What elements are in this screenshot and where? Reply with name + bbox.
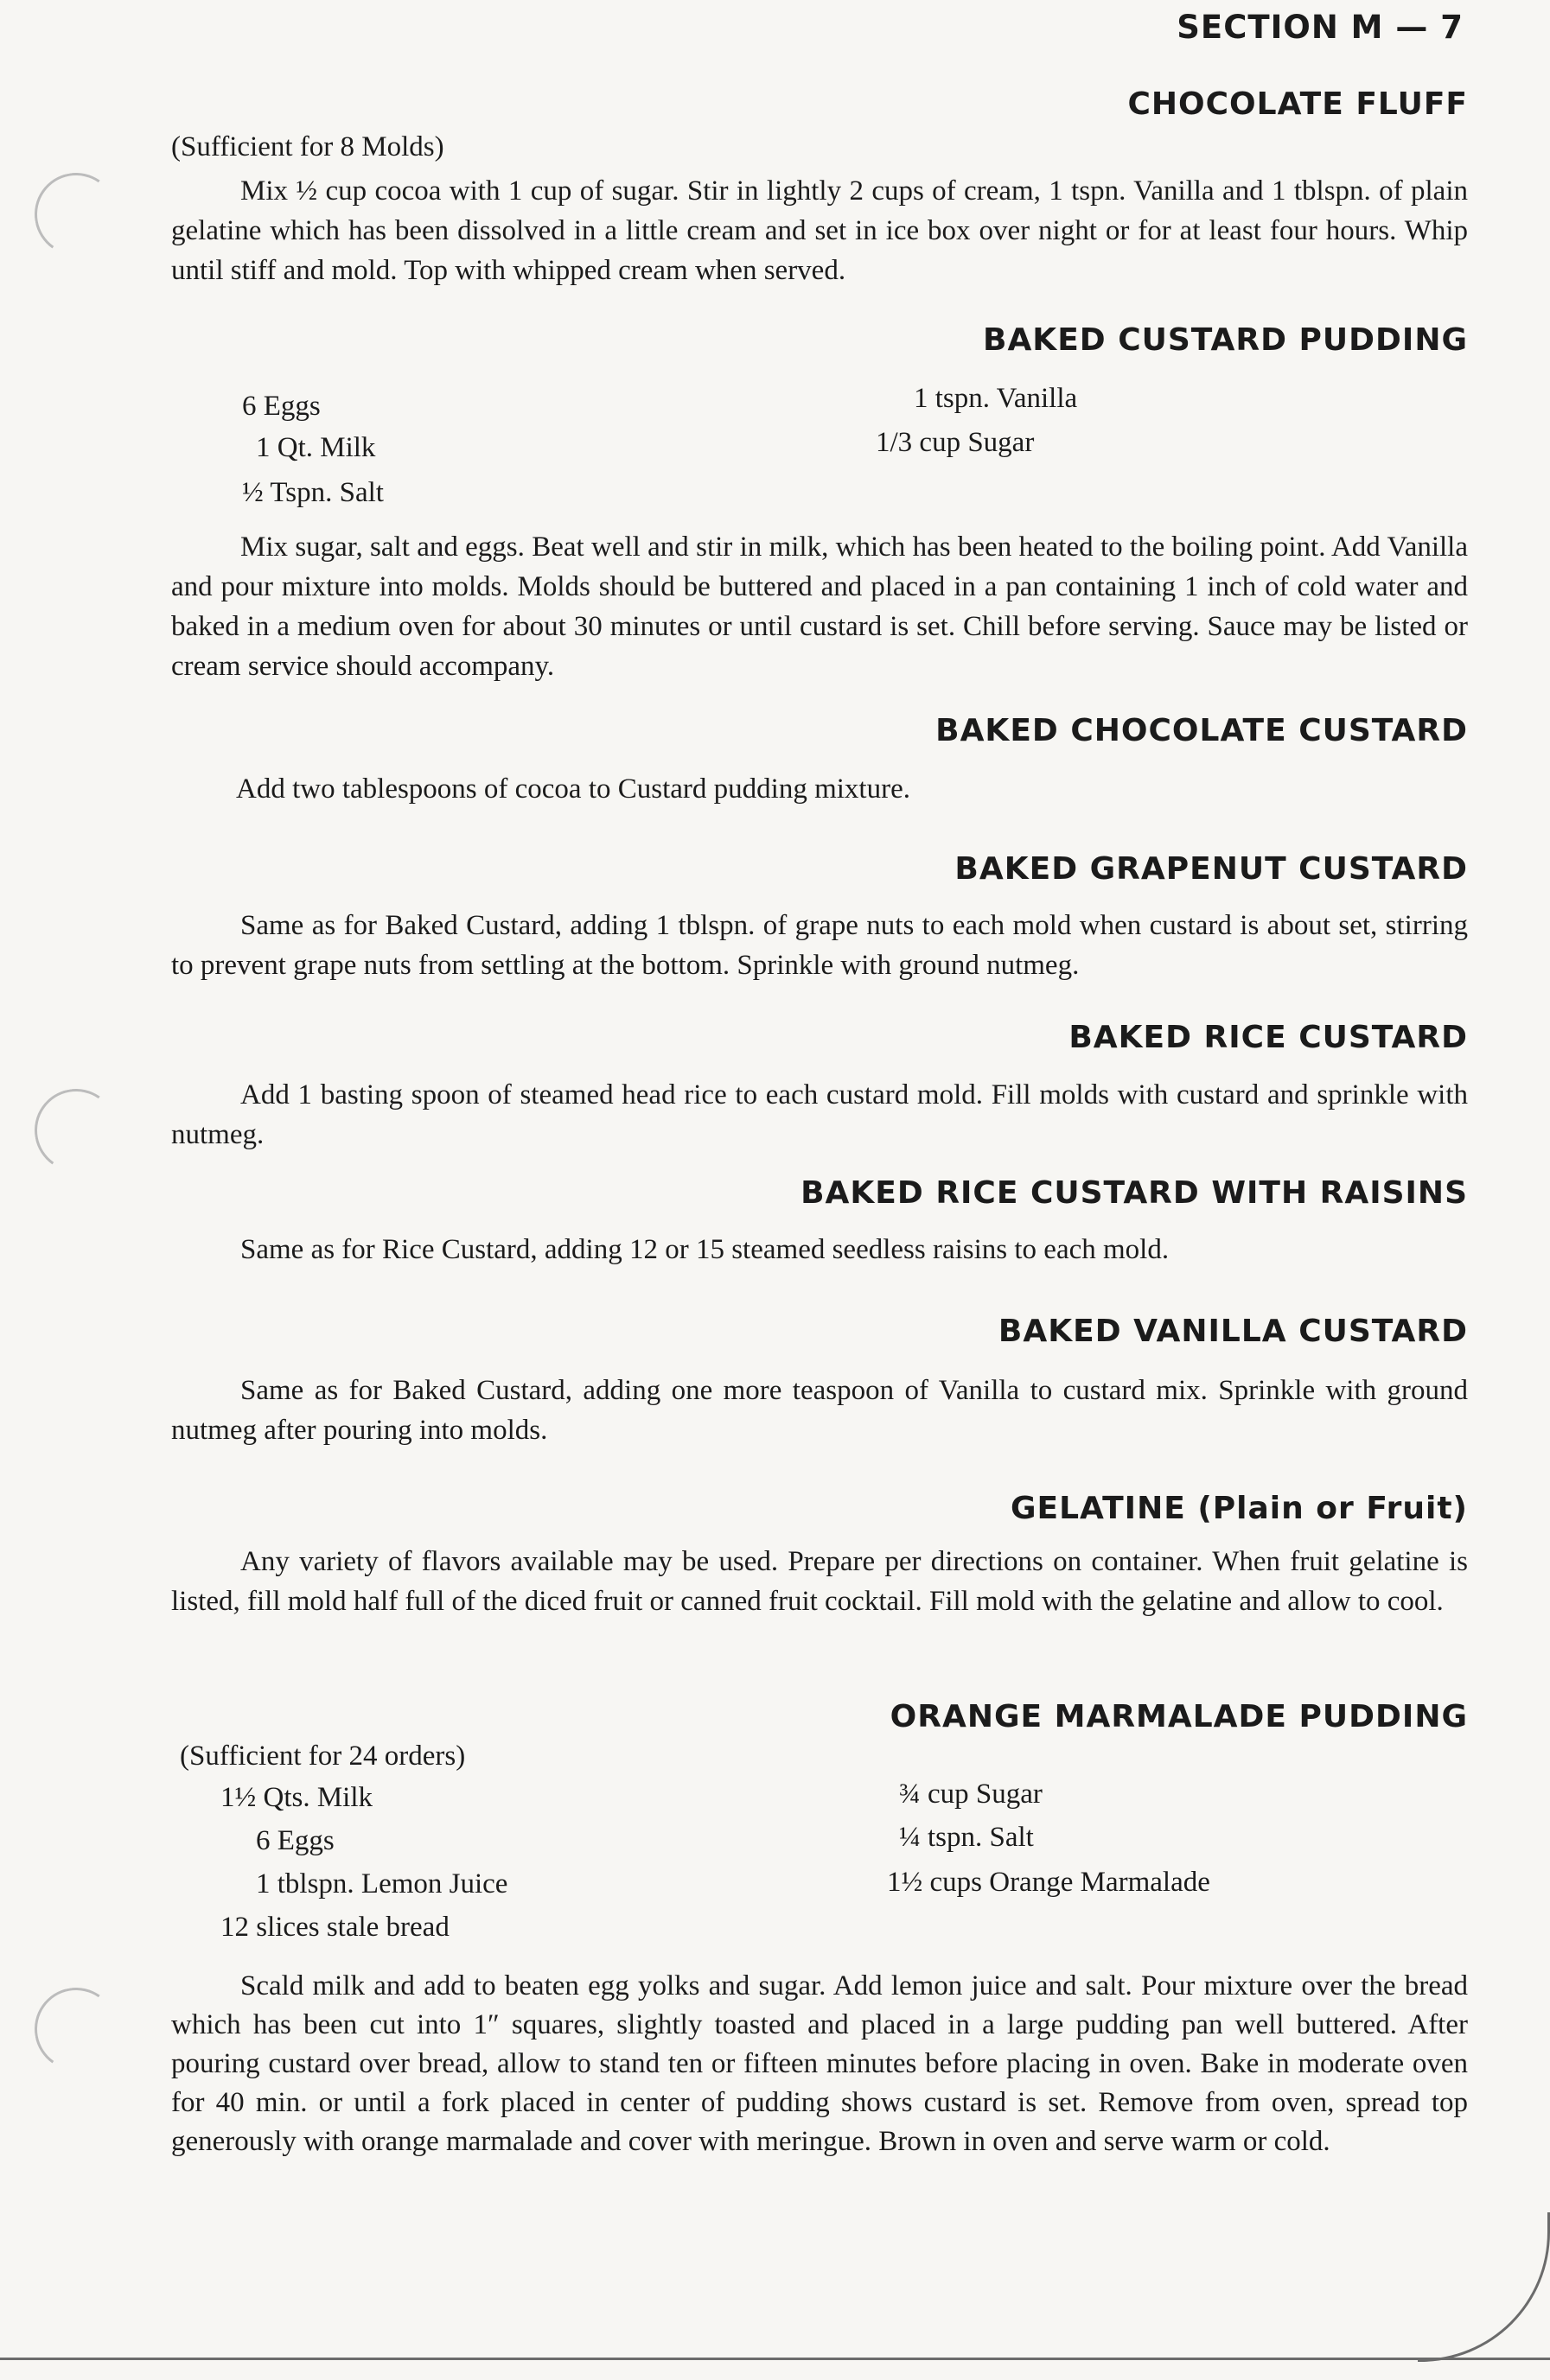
heading-baked-rice-custard-raisins: BAKED RICE CUSTARD WITH RAISINS: [801, 1175, 1468, 1211]
section-header: SECTION M — 7: [1177, 9, 1464, 46]
ingredient-milk-orange: 1½ Qts. Milk: [220, 1782, 373, 1813]
ingredient-eggs: 6 Eggs: [242, 391, 321, 422]
text-baked-rice-custard-raisins: Same as for Rice Custard, adding 12 or 15 steamed seedless raisins to each mold.: [240, 1234, 1170, 1265]
heading-orange-marmalade-pudding: ORANGE MARMALADE PUDDING: [890, 1699, 1468, 1734]
text-chocolate-fluff: Mix ½ cup cocoa with 1 cup of sugar. Stir in lightly 2 cups of cream, 1 tspn. Vanilla and 1 tblspn. of plain gelatine which has been dissolved in a little cream and set in ice box over night or for at least four hours. Whip until stiff and mold. Top with whipped cream when served.: [171, 175, 1468, 286]
ingredient-vanilla: 1 tspn. Vanilla: [914, 383, 1078, 414]
text-gelatine: Any variety of flavors available may be used. Prepare per directions on container. When fruit gelatine is listed, fill mold half full of the diced fruit or canned fruit cocktail. Fill mold with the gelatine and allow to cool.: [171, 1546, 1468, 1617]
text-baked-grapenut-custard: Same as for Baked Custard, adding 1 tblspn. of grape nuts to each mold when custard is about set, stirring to prevent grape nuts from settling at the bottom. Sprinkle with ground nutmeg.: [171, 910, 1468, 981]
binder-hole-top: [28, 166, 124, 262]
heading-baked-chocolate-custard: BAKED CHOCOLATE CUSTARD: [935, 713, 1468, 748]
yield-orange-marmalade: (Sufficient for 24 orders): [180, 1740, 466, 1772]
page-bottom-edge: [0, 2358, 1550, 2360]
text-orange-marmalade-pudding: Scald milk and add to beaten egg yolks and sugar. Add lemon juice and salt. Pour mixture over the bread which has been cut into 1″ squares, slightly toasted and placed in a large pudding pan well buttered. After pouring custard over bread, allow to stand ten or fifteen minutes before placing in oven. Bake in moderate oven for 40 min. or until a fork placed in center of pudding shows custard is set. Remove from oven, spread top generously with orange marmalade and cover with meringue. Brown in oven and serve warm or cold.: [171, 1970, 1468, 2157]
binder-hole-middle: [28, 1082, 124, 1178]
heading-baked-vanilla-custard: BAKED VANILLA CUSTARD: [998, 1314, 1468, 1349]
page-corner-curve: [1418, 2212, 1550, 2362]
heading-chocolate-fluff: CHOCOLATE FLUFF: [1127, 86, 1468, 122]
ingredient-eggs-orange: 6 Eggs: [256, 1825, 335, 1856]
text-baked-chocolate-custard: Add two tablespoons of cocoa to Custard pudding mixture.: [236, 773, 910, 805]
text-baked-rice-custard: Add 1 basting spoon of steamed head rice to each custard mold. Fill molds with custard and sprinkle with nutmeg.: [171, 1079, 1468, 1150]
ingredient-salt: ½ Tspn. Salt: [242, 477, 384, 508]
ingredient-sugar-orange: ¾ cup Sugar: [899, 1779, 1043, 1810]
heading-baked-grapenut-custard: BAKED GRAPENUT CUSTARD: [954, 851, 1468, 887]
binder-hole-bottom: [28, 1981, 124, 2077]
text-baked-custard-pudding: Mix sugar, salt and eggs. Beat well and stir in milk, which has been heated to the boiling point. Add Vanilla and pour mixture into molds. Molds should be buttered and placed in a pan containing 1 inch of cold water and baked in a medium oven for about 30 minutes or until custard is set. Chill before serving. Sauce may be listed or cream service should accompany.: [171, 531, 1468, 682]
yield-chocolate-fluff: (Sufficient for 8 Molds): [171, 131, 444, 162]
heading-gelatine: GELATINE (Plain or Fruit): [1010, 1491, 1468, 1526]
heading-baked-rice-custard: BAKED RICE CUSTARD: [1068, 1020, 1468, 1055]
ingredient-sugar: 1/3 cup Sugar: [876, 427, 1035, 458]
ingredient-lemon-juice: 1 tblspn. Lemon Juice: [256, 1868, 508, 1900]
text-baked-vanilla-custard: Same as for Baked Custard, adding one more teaspoon of Vanilla to custard mix. Sprinkle with ground nutmeg after pouring into molds.: [171, 1375, 1468, 1446]
ingredient-marmalade: 1½ cups Orange Marmalade: [887, 1867, 1210, 1898]
ingredient-milk: 1 Qt. Milk: [256, 432, 376, 463]
heading-baked-custard-pudding: BAKED CUSTARD PUDDING: [983, 322, 1468, 358]
ingredient-salt-orange: ¼ tspn. Salt: [899, 1822, 1034, 1853]
ingredient-bread: 12 slices stale bread: [220, 1912, 450, 1943]
